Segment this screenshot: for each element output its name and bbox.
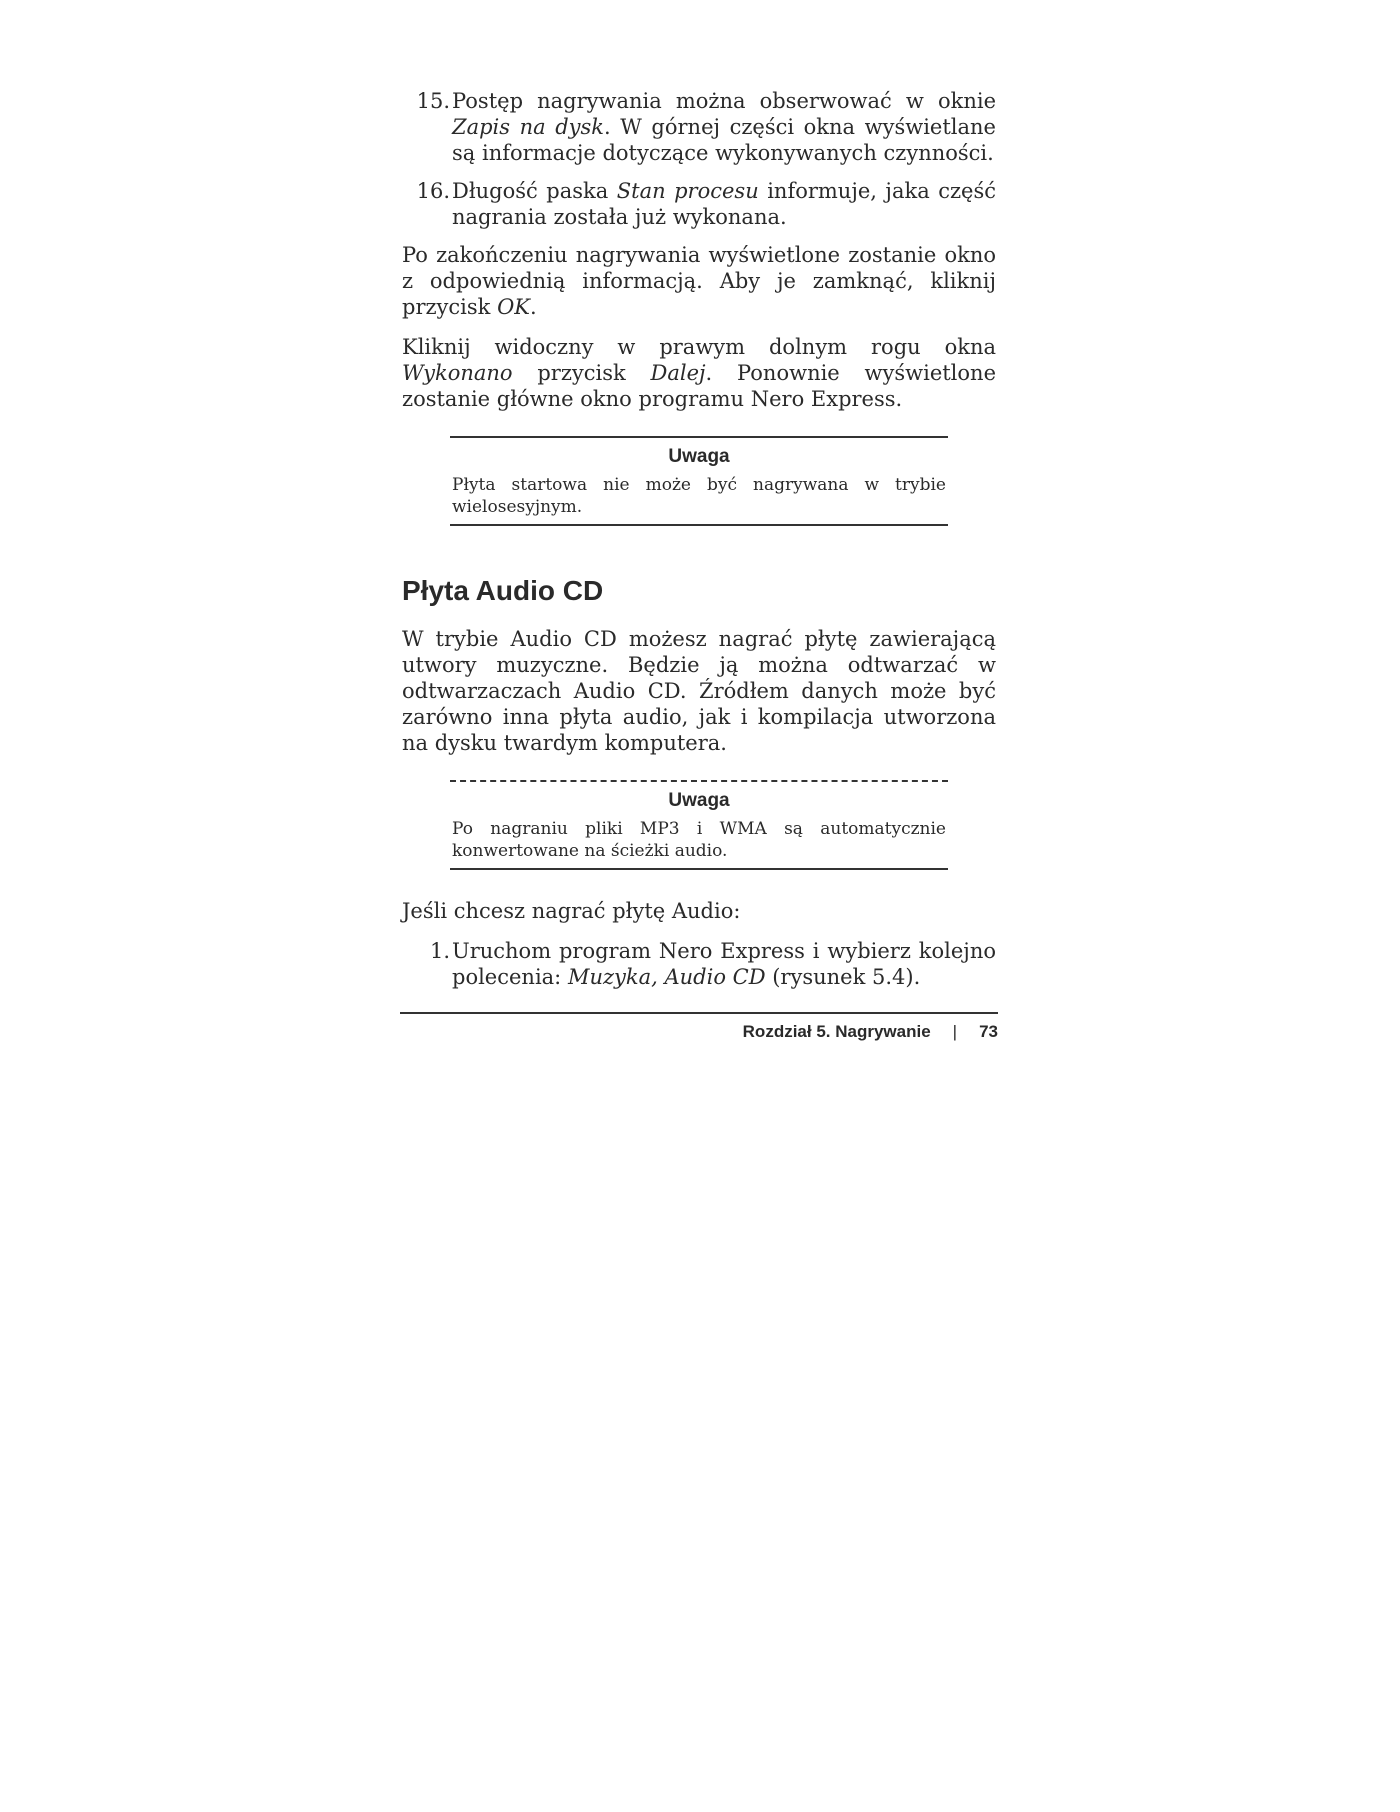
- text-run: Po zakończeniu nagrywania wyświetlone zostanie okno z odpowiednią informacją. Aby je zamknąć, kliknij przycisk: [402, 243, 996, 319]
- paragraph-audio-cd: W trybie Audio CD możesz nagrać płytę zawierającą utwory muzyczne. Będzie ją można odtwarzać w odtwarzaczach Audio CD. Źródłem danych może być zarówno inna płyta audio, jak i kompilacja utworzona na dysku twardym komputera.: [402, 627, 996, 755]
- list-item-text: [452, 178, 996, 230]
- note-text: Płyta startowa nie może być nagrywana w trybie wielosesyjnym.: [452, 475, 946, 517]
- text-run: przycisk: [512, 361, 651, 385]
- italic-run: Stan procesu: [616, 179, 759, 203]
- note-title: Uwaga: [668, 446, 730, 467]
- note-box: [450, 780, 948, 870]
- note-text: Po nagraniu pliki MP3 i WMA są automatycznie konwertowane na ścieżki audio.: [452, 819, 946, 861]
- list-item-number: 1.: [429, 939, 450, 963]
- text-run: informuje, jaka część nagrania została już wykonana.: [452, 179, 996, 229]
- paragraph-dalej: [402, 334, 996, 412]
- section-heading: Płyta Audio CD: [402, 575, 604, 606]
- list-item-number: 16.: [416, 179, 450, 203]
- italic-run: OK: [497, 295, 530, 319]
- list-item: [402, 938, 996, 990]
- text-run: . W górnej części okna wyświetlane są informacje dotyczące wykonywanych czynności.: [452, 115, 996, 165]
- page-content: [402, 88, 996, 1002]
- text-run: .: [529, 295, 537, 319]
- note-box: [450, 436, 948, 526]
- paragraph-intro-steps: Jeśli chcesz nagrać płytę Audio:: [402, 899, 741, 923]
- steps-list-bottom: [402, 938, 996, 990]
- text-run: (rysunek 5.4).: [765, 965, 921, 989]
- text-run: Kliknij widoczny w prawym dolnym rogu okna: [402, 335, 996, 359]
- text-run: Postęp nagrywania można obserwować w oknie: [452, 89, 996, 113]
- text-run: Uruchom program Nero Express i wybierz kolejno polecenia:: [452, 939, 996, 989]
- list-item-text: [452, 938, 996, 990]
- list-item-text: [452, 88, 996, 166]
- footer-separator: |: [952, 1022, 958, 1041]
- page-footer: [400, 1012, 998, 1042]
- italic-run: Zapis na dysk: [452, 115, 605, 139]
- text-run: Długość paska: [452, 179, 617, 203]
- paragraph-ok: [402, 242, 996, 320]
- text-run: . Ponownie wyświetlone zostanie główne okno programu Nero Express.: [402, 361, 996, 411]
- italic-run: Muzyka, Audio CD: [567, 965, 766, 989]
- steps-list-top: [402, 88, 996, 230]
- list-item: [402, 178, 996, 230]
- list-item-number: 15.: [416, 89, 450, 113]
- italic-run: Wykonano: [402, 361, 513, 385]
- note-title: Uwaga: [668, 790, 730, 811]
- chapter-title: Rozdział 5. Nagrywanie: [742, 1022, 931, 1041]
- footer-row: [400, 1014, 998, 1042]
- list-item: [402, 88, 996, 166]
- page-number: 73: [979, 1022, 998, 1041]
- italic-run: Dalej: [650, 361, 706, 385]
